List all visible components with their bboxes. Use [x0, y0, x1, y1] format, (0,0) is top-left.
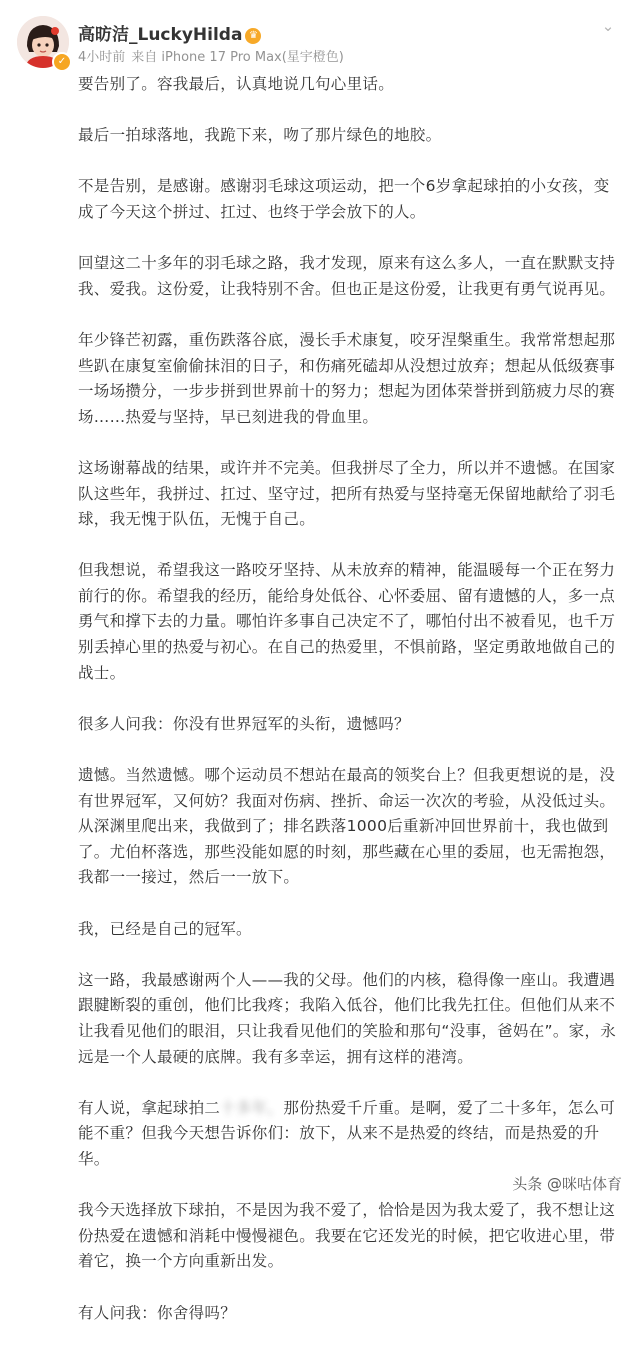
post-time: 4小时前 — [78, 50, 126, 65]
post-header — [0, 0, 636, 72]
post-paragraph: 这一路，我最感谢两个人——我的父母。他们的内核，稳得像一座山。我遭遇跟腱断裂的重创，他们比我疼；我陷入低谷，他们比我先扛住。但他们从来不让我看见他们的眼泪，只让我看见他们的笑脸和那句“没事，爸妈在”。家，永远是一个人最硬的底牌。我有多幸运，拥有这样的港湾。 — [78, 970, 617, 1066]
post-meta — [78, 46, 344, 65]
crown-icon: ♛ — [245, 28, 261, 44]
post-paragraph: 这场谢幕战的结果，或许并不完美。但我拼尽了全力，所以并不遗憾。在国家队这些年，我拼过、扛过、坚守过，把所有热爱与坚持毫无保留地献给了羽毛球，我无愧于队伍，无愧于自己。 — [78, 458, 616, 529]
post-paragraph: 我今天选择放下球拍，不是因为我不爱了，恰恰是因为我太爱了，我不想让这份热爱在遗憾和消耗中慢慢褪色。我要在它还发光的时候，把它收进心里，带着它，换一个方向重新出发。 — [78, 1201, 616, 1271]
post-paragraph-end: 那份热爱千斤重。是啊，爱了二十多年，怎么可能不重？但我今天想告诉你们：放下，从来不是热爱的终结，而是热爱的升华。 — [78, 1098, 616, 1168]
blurred-text: 十多年， — [220, 1098, 284, 1117]
post-paragraph: 最后一拍球落地，我跪下来，吻了那片绿色的地胶。 — [78, 126, 442, 145]
post-body — [78, 72, 624, 1352]
post-paragraph: 但我想说，希望我这一路咬牙坚持、从未放弃的精神，能温暖每一个正在努力前行的你。希望我的经历，能给身处低谷、心怀委屈、留有遗憾的人，多一点勇气和撑下去的力量。哪怕许多事自己决定不了，哪怕付出不被看见，也千万别丢掉心里的热爱与初心。在自己的热爱里，不惧前路，坚定勇敢地做自己的战士。 — [78, 561, 616, 682]
post-paragraph: 年少锋芒初露，重伤跌落谷底，漫长手术康复，咬牙涅槃重生。我常常想起那些趴在康复室偷偷抹泪的日子，和伤痛死磕却从没想过放弃；想起从低级赛事一场场攒分，一步步拼到世界前十的努力；想起为团体荣誉拼到筋疲力尽的赛场……热爱与坚持，早已刻进我的骨血里。 — [78, 330, 616, 426]
post-paragraph: 回望这二十多年的羽毛球之路，我才发现，原来有这么多人，一直在默默支持我、爱我。这份爱，让我特别不舍。但也正是这份爱，让我更有勇气说再见。 — [78, 254, 616, 298]
post-paragraph: 我，已经是自己的冠军。 — [78, 919, 252, 938]
post-source: 来自 iPhone 17 Pro Max(星宇橙色) — [131, 50, 344, 65]
username-text[interactable]: 高昉洁_LuckyHilda — [78, 25, 243, 45]
post-paragraph: 很多人问我：你没有世界冠军的头衔，遗憾吗？ — [78, 714, 410, 733]
post-paragraph: 要告别了。容我最后，认真地说几句心里话。 — [78, 75, 395, 93]
post-paragraph: 有人问我：你舍得吗？ — [78, 1303, 237, 1322]
post-paragraph: 遗憾。当然遗憾。哪个运动员不想站在最高的领奖台上？但我更想说的是，没有世界冠军，又何妨？我面对伤病、挫折、命运一次次的考验，从没低过头。从深渊里爬出来，我做到了；排名跌落1000后重新冲回世界前十，我也做到了。尤伯杯落选，那些没能如愿的时刻，那些藏在心里的委屈，也无需抱怨，我都一一接过，然后一一放下。 — [78, 766, 616, 887]
post-paragraph: 不是告别，是感谢。感谢羽毛球这项运动，把一个6岁拿起球拍的小女孩，变成了今天这个拼过、扛过、也终于学会放下的人。 — [78, 177, 610, 221]
post-paragraph-start: 有人说，拿起球拍二 — [78, 1098, 221, 1117]
post-paragraph-with-redaction — [78, 1096, 624, 1173]
username[interactable] — [78, 20, 261, 45]
source-watermark: 头条 @咪咕体育 — [512, 1175, 622, 1193]
chevron-down-icon[interactable]: ⌄ — [601, 17, 615, 35]
verified-badge-icon: ✓ — [52, 52, 72, 72]
